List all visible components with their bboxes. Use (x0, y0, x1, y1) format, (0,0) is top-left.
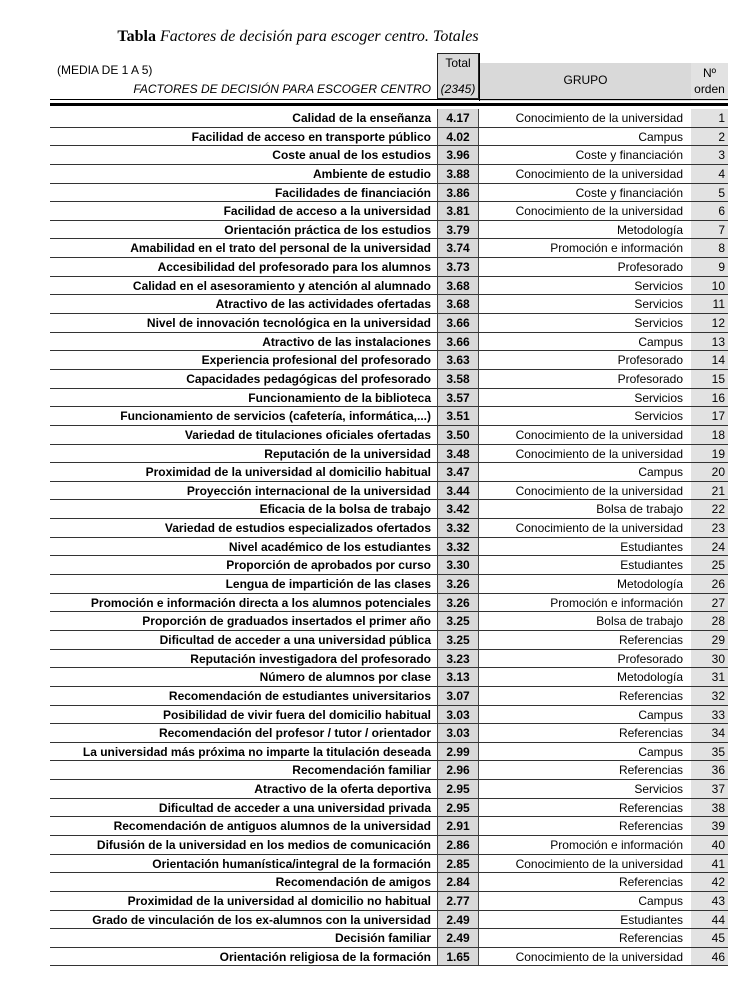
factores-column-header: FACTORES DE DECISIÓN PARA ESCOGER CENTRO (133, 82, 431, 96)
total-cell: 3.51 (437, 407, 479, 425)
grupo-cell: Profesorado (617, 371, 683, 386)
orden-cell: 3 (691, 146, 728, 164)
grupo-cell: Conocimiento de la universidad (515, 111, 683, 125)
orden-cell: 27 (691, 594, 728, 612)
total-cell: 3.07 (437, 687, 479, 705)
total-cell: 3.03 (437, 724, 479, 742)
orden-cell: 44 (691, 911, 728, 929)
scale-note: (MEDIA DE 1 A 5) (57, 63, 153, 77)
total-cell: 2.84 (437, 873, 479, 891)
factor-cell: Atractivo de la oferta deportiva (254, 782, 431, 797)
orden-cell: 32 (691, 687, 728, 705)
table-row (50, 836, 728, 855)
table-caption (0, 28, 596, 46)
factor-cell: Reputación investigadora del profesorado (190, 651, 431, 666)
grupo-cell: Servicios (634, 316, 683, 331)
grupo-cell: Profesorado (617, 260, 683, 275)
grupo-cell: Conocimiento de la universidad (515, 446, 683, 461)
factor-cell: Orientación práctica de los estudios (224, 222, 431, 237)
factor-cell: Calidad en el asesoramiento y atención al alumnado (132, 278, 431, 293)
factor-cell: Accesibilidad del profesorado para los alumnos (157, 260, 431, 275)
factor-cell: Decisión familiar (334, 931, 431, 946)
factor-cell: Recomendación familiar (292, 763, 431, 778)
total-cell: 3.26 (437, 575, 479, 593)
orden-cell: 20 (691, 463, 728, 481)
grupo-cell: Conocimiento de la universidad (515, 427, 683, 442)
total-cell: 2.77 (437, 892, 479, 910)
table-row (50, 556, 728, 575)
orden-cell: 33 (691, 706, 728, 724)
orden-cell: 8 (691, 239, 728, 257)
table-row (50, 687, 728, 706)
grupo-cell: Conocimiento de la universidad (515, 483, 683, 498)
orden-cell: 43 (691, 892, 728, 910)
orden-cell: 15 (691, 370, 728, 388)
grupo-cell: Bolsa de trabajo (596, 502, 683, 517)
total-cell: 3.32 (437, 538, 479, 556)
table-row (50, 407, 728, 426)
total-cell: 3.48 (437, 445, 479, 463)
header-rule-thick (50, 103, 728, 106)
factor-cell: Orientación religiosa de la formación (219, 949, 431, 964)
total-cell: 3.88 (437, 165, 479, 183)
total-cell: 2.49 (437, 929, 479, 947)
orden-cell: 28 (691, 612, 728, 630)
total-cell: 4.17 (437, 109, 479, 127)
orden-cell: 19 (691, 445, 728, 463)
grupo-cell: Referencias (618, 875, 683, 890)
grupo-cell: Promoción e información (550, 241, 683, 256)
grupo-cell: Metodología (616, 222, 683, 237)
orden-cell: 6 (691, 202, 728, 220)
orden-cell: 17 (691, 407, 728, 425)
total-cell: 3.44 (437, 482, 479, 500)
grupo-cell: Coste y financiación (575, 148, 683, 163)
grupo-cell: Servicios (634, 278, 683, 293)
table-row (50, 482, 728, 501)
table-row (50, 594, 728, 613)
table-row (50, 239, 728, 258)
orden-cell: 38 (691, 799, 728, 817)
factor-cell: Difusión de la universidad en los medios de comunicación (96, 837, 431, 852)
total-cell: 3.03 (437, 706, 479, 724)
factor-cell: Recomendación de estudiantes universitarios (168, 688, 431, 703)
factor-cell: Eficacia de la bolsa de trabajo (259, 502, 431, 517)
table-row (50, 911, 728, 930)
table-row (50, 612, 728, 631)
grupo-cell: Metodología (616, 577, 683, 592)
orden-column-header-line1: Nº (702, 66, 717, 80)
factor-cell: Posibilidad de vivir fuera del domicilio habitual (162, 707, 431, 722)
total-cell: 3.79 (437, 221, 479, 239)
total-cell: 1.65 (437, 948, 479, 966)
factor-cell: Número de alumnos por clase (259, 670, 431, 685)
total-cell: 3.96 (437, 146, 479, 164)
factor-cell: Reputación de la universidad (264, 446, 431, 461)
factor-cell: Variedad de titulaciones oficiales ofertadas (184, 427, 431, 442)
orden-cell: 14 (691, 351, 728, 369)
factor-cell: La universidad más próxima no imparte la titulación deseada (82, 744, 431, 759)
orden-cell: 13 (691, 333, 728, 351)
grupo-cell: Campus (638, 744, 683, 759)
factor-cell: Proximidad de la universidad al domicilio no habitual (127, 893, 431, 908)
grupo-column-header: GRUPO (563, 73, 608, 87)
table-row (50, 146, 728, 165)
table-row (50, 724, 728, 743)
orden-cell: 40 (691, 836, 728, 854)
grupo-cell: Coste y financiación (575, 185, 683, 200)
total-cell: 3.32 (437, 519, 479, 537)
grupo-cell: Estudiantes (620, 558, 683, 573)
orden-cell: 34 (691, 724, 728, 742)
grupo-cell: Conocimiento de la universidad (515, 521, 683, 536)
table-row (50, 221, 728, 240)
factor-cell: Recomendación de amigos (275, 875, 431, 890)
total-cell: 3.25 (437, 612, 479, 630)
grupo-cell: Servicios (634, 409, 683, 424)
factors-table (50, 109, 728, 966)
table-row (50, 743, 728, 762)
factor-cell: Dificultad de acceder a una universidad privada (158, 800, 431, 815)
table-row (50, 817, 728, 836)
total-cell: 3.25 (437, 631, 479, 649)
total-cell: 3.47 (437, 463, 479, 481)
table-row (50, 314, 728, 333)
orden-cell: 12 (691, 314, 728, 332)
grupo-cell: Referencias (618, 800, 683, 815)
table-row (50, 109, 728, 128)
sample-size: (2345) (440, 82, 476, 96)
orden-cell: 24 (691, 538, 728, 556)
grupo-cell: Referencias (618, 819, 683, 834)
orden-cell: 7 (691, 221, 728, 239)
orden-cell: 18 (691, 426, 728, 444)
factor-cell: Funcionamiento de servicios (cafetería, informática,...) (120, 409, 431, 424)
table-row (50, 855, 728, 874)
total-cell: 3.23 (437, 650, 479, 668)
orden-cell: 30 (691, 650, 728, 668)
factor-cell: Ambiente de estudio (312, 166, 431, 181)
orden-cell: 9 (691, 258, 728, 276)
total-cell: 3.57 (437, 389, 479, 407)
factor-cell: Atractivo de las actividades ofertadas (215, 297, 431, 312)
orden-cell: 35 (691, 743, 728, 761)
total-cell: 3.68 (437, 295, 479, 313)
orden-cell: 5 (691, 184, 728, 202)
grupo-cell: Servicios (634, 297, 683, 312)
total-cell: 3.74 (437, 239, 479, 257)
table-row (50, 575, 728, 594)
grupo-cell: Estudiantes (620, 912, 683, 927)
grupo-cell: Servicios (634, 390, 683, 405)
factor-cell: Nivel académico de los estudiantes (228, 539, 431, 554)
factor-cell: Experiencia profesional del profesorado (201, 353, 431, 368)
orden-cell: 39 (691, 817, 728, 835)
total-cell: 3.86 (437, 184, 479, 202)
table-row (50, 538, 728, 557)
orden-cell: 46 (691, 948, 728, 966)
total-cell: 3.30 (437, 556, 479, 574)
factor-cell: Coste anual de los estudios (272, 148, 431, 163)
total-cell: 2.91 (437, 817, 479, 835)
grupo-cell: Referencias (618, 931, 683, 946)
orden-cell: 41 (691, 855, 728, 873)
orden-cell: 37 (691, 780, 728, 798)
total-cell: 2.96 (437, 761, 479, 779)
table-row (50, 706, 728, 725)
total-cell: 3.13 (437, 668, 479, 686)
factor-cell: Grado de vinculación de los ex-alumnos con la universidad (92, 912, 431, 927)
table-row (50, 389, 728, 408)
table-row (50, 500, 728, 519)
orden-cell: 4 (691, 165, 728, 183)
factor-cell: Recomendación de antiguos alumnos de la universidad (113, 819, 431, 834)
caption-title: Factores de decisión para escoger centro. Totales (159, 28, 479, 45)
factor-cell: Facilidad de acceso en transporte público (191, 129, 431, 144)
orden-cell: 23 (691, 519, 728, 537)
table-row (50, 426, 728, 445)
grupo-cell: Profesorado (617, 353, 683, 368)
total-column-header: Total (445, 56, 471, 70)
table-row (50, 165, 728, 184)
table-row (50, 184, 728, 203)
table-row (50, 799, 728, 818)
grupo-cell: Referencias (618, 763, 683, 778)
orden-cell: 16 (691, 389, 728, 407)
grupo-cell: Conocimiento de la universidad (515, 949, 683, 964)
total-cell: 2.49 (437, 911, 479, 929)
orden-cell: 45 (691, 929, 728, 947)
grupo-cell: Referencias (618, 632, 683, 647)
factor-cell: Facilidades de financiación (274, 185, 431, 200)
grupo-cell: Metodología (616, 670, 683, 685)
total-cell: 3.50 (437, 426, 479, 444)
table-row (50, 351, 728, 370)
orden-cell: 25 (691, 556, 728, 574)
orden-cell: 42 (691, 873, 728, 891)
total-cell: 2.95 (437, 780, 479, 798)
factor-cell: Proporción de aprobados por curso (226, 558, 431, 573)
total-cell: 3.73 (437, 258, 479, 276)
header-rule-thin (50, 99, 728, 100)
grupo-cell: Campus (638, 707, 683, 722)
total-cell: 2.99 (437, 743, 479, 761)
grupo-cell: Estudiantes (620, 539, 683, 554)
factor-cell: Funcionamiento de la biblioteca (248, 390, 431, 405)
orden-cell: 1 (691, 109, 728, 127)
grupo-cell: Promoción e información (550, 837, 683, 852)
table-row (50, 668, 728, 687)
factor-cell: Atractivo de las instalaciones (262, 334, 431, 349)
table-row (50, 929, 728, 948)
total-cell: 3.26 (437, 594, 479, 612)
total-cell: 3.42 (437, 500, 479, 518)
factor-cell: Lengua de impartición de las clases (225, 577, 431, 592)
orden-cell: 11 (691, 295, 728, 313)
table-row (50, 463, 728, 482)
table-row (50, 650, 728, 669)
factor-cell: Amabilidad en el trato del personal de la universidad (130, 241, 431, 256)
table-row (50, 761, 728, 780)
orden-cell: 10 (691, 277, 728, 295)
table-row (50, 202, 728, 221)
table-row (50, 333, 728, 352)
table-row (50, 445, 728, 464)
factor-cell: Calidad de la enseñanza (292, 111, 431, 125)
grupo-cell: Bolsa de trabajo (596, 614, 683, 629)
table-row (50, 873, 728, 892)
total-cell: 3.81 (437, 202, 479, 220)
grupo-cell: Profesorado (617, 651, 683, 666)
table-row (50, 519, 728, 538)
grupo-cell: Conocimiento de la universidad (515, 204, 683, 219)
factor-cell: Capacidades pedagógicas del profesorado (186, 371, 431, 386)
grupo-cell: Campus (638, 129, 683, 144)
factor-cell: Variedad de estudios especializados ofertados (164, 521, 431, 536)
total-cell: 3.66 (437, 314, 479, 332)
table-row (50, 258, 728, 277)
factor-cell: Dificultad de acceder a una universidad pública (159, 632, 431, 647)
factor-cell: Promoción e información directa a los alumnos potenciales (90, 595, 431, 610)
orden-column-header-line2: orden (694, 82, 725, 96)
grupo-cell: Referencias (618, 688, 683, 703)
total-cell: 2.95 (437, 799, 479, 817)
table-row (50, 948, 728, 967)
orden-cell: 2 (691, 128, 728, 146)
factor-cell: Proximidad de la universidad al domicilio habitual (145, 465, 431, 480)
total-cell: 2.85 (437, 855, 479, 873)
orden-cell: 22 (691, 500, 728, 518)
factor-cell: Nivel de innovación tecnológica en la universidad (146, 316, 431, 331)
total-cell: 3.68 (437, 277, 479, 295)
total-cell: 2.86 (437, 836, 479, 854)
table-row (50, 370, 728, 389)
orden-cell: 36 (691, 761, 728, 779)
grupo-cell: Referencias (618, 726, 683, 741)
grupo-cell: Conocimiento de la universidad (515, 166, 683, 181)
grupo-cell: Campus (638, 893, 683, 908)
factor-cell: Facilidad de acceso a la universidad (223, 204, 431, 219)
grupo-cell: Campus (638, 465, 683, 480)
total-cell: 3.63 (437, 351, 479, 369)
grupo-cell: Promoción e información (550, 595, 683, 610)
factor-cell: Proporción de graduados insertados el primer año (142, 614, 431, 629)
factor-cell: Recomendación del profesor / tutor / orientador (158, 726, 431, 741)
table-row (50, 277, 728, 296)
total-cell: 3.58 (437, 370, 479, 388)
factor-cell: Proyección internacional de la universidad (186, 483, 431, 498)
caption-label: Tabla (117, 28, 156, 45)
factor-cell: Orientación humanística/integral de la formación (152, 856, 431, 871)
table-row (50, 892, 728, 911)
orden-cell: 26 (691, 575, 728, 593)
orden-cell: 21 (691, 482, 728, 500)
total-cell: 3.66 (437, 333, 479, 351)
table-row (50, 295, 728, 314)
table-row (50, 128, 728, 147)
table-row (50, 780, 728, 799)
grupo-cell: Conocimiento de la universidad (515, 856, 683, 871)
orden-cell: 31 (691, 668, 728, 686)
grupo-cell: Servicios (634, 782, 683, 797)
table-row (50, 631, 728, 650)
grupo-cell: Campus (638, 334, 683, 349)
orden-cell: 29 (691, 631, 728, 649)
total-cell: 4.02 (437, 128, 479, 146)
